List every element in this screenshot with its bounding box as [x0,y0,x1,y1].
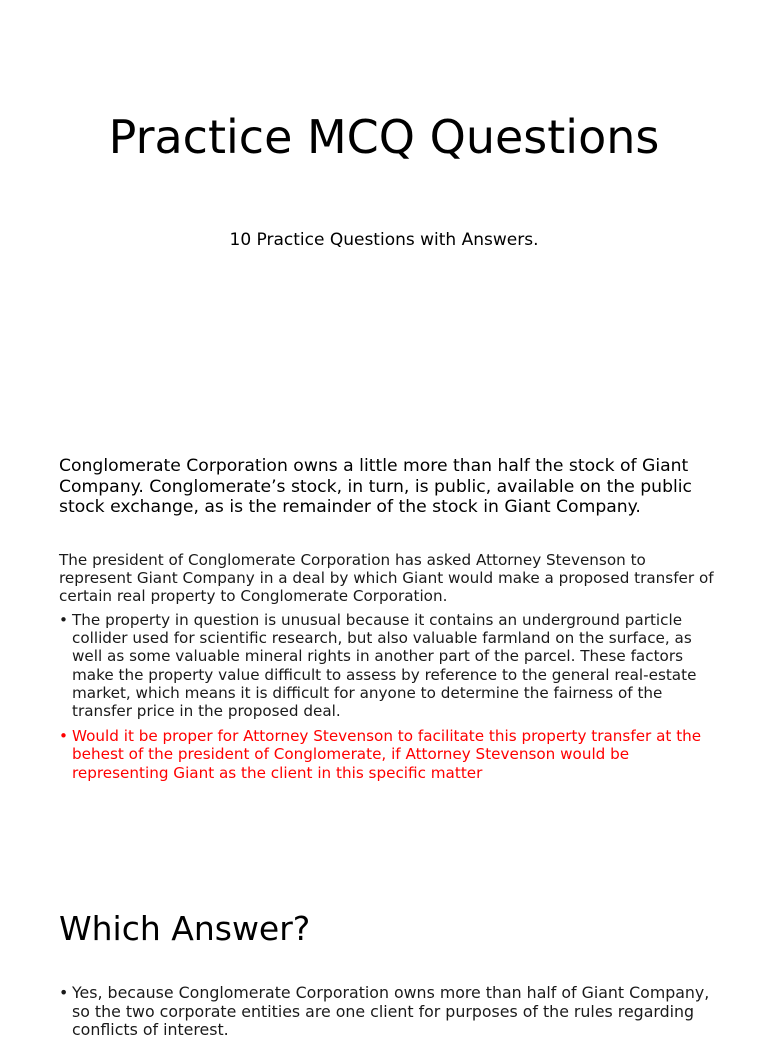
question-paragraph: The president of Conglomerate Corporation has asked Attorney Stevenson to represent Giant Company in a deal by which Giant would make a proposed transfer of certain real property to Conglomerate Corporation. [59,551,714,606]
bullet-marker: • [59,983,69,1002]
bullet-marker: • [59,611,68,629]
bullet-text: Would it be proper for Attorney Stevenson to facilitate this property transfer at the behest of the president of Conglomerate, if Attorney Stevenson would be representing Giant as the client in this specific matter [72,727,702,782]
answer-text: Yes, because Conglomerate Corporation owns more than half of Giant Company, so the two corporate entities are one client for purposes of the rules regarding conflicts of interest. [72,983,710,1039]
answer-list [59,984,721,1040]
bullet-marker: • [59,727,68,746]
bullet-text: The property in question is unusual because it contains an underground particle collider used for scientific research, but also valuable farmland on the surface, as well as some valuable mineral rights in another part of the parcel. These factors make the property value difficult to assess by reference to the general real-estate market, which means it is difficult for anyone to determine the fairness of the transfer price in the proposed deal. [72,611,697,721]
slide-subtitle: 10 Practice Questions with Answers. [229,230,539,250]
answers-heading: Which Answer? [59,909,311,948]
answer-option [59,984,721,1040]
question-bullet-list [59,611,721,789]
slide-title: Practice MCQ Questions [108,110,660,164]
question-bullet-prompt [59,727,721,782]
question-bullet-property [59,611,721,720]
question-intro: Conglomerate Corporation owns a little more than half the stock of Giant Company. Conglomerate’s stock, in turn, is public, available on the public stock exchange, as is the remainder of the stock in Giant Company. [59,456,692,517]
